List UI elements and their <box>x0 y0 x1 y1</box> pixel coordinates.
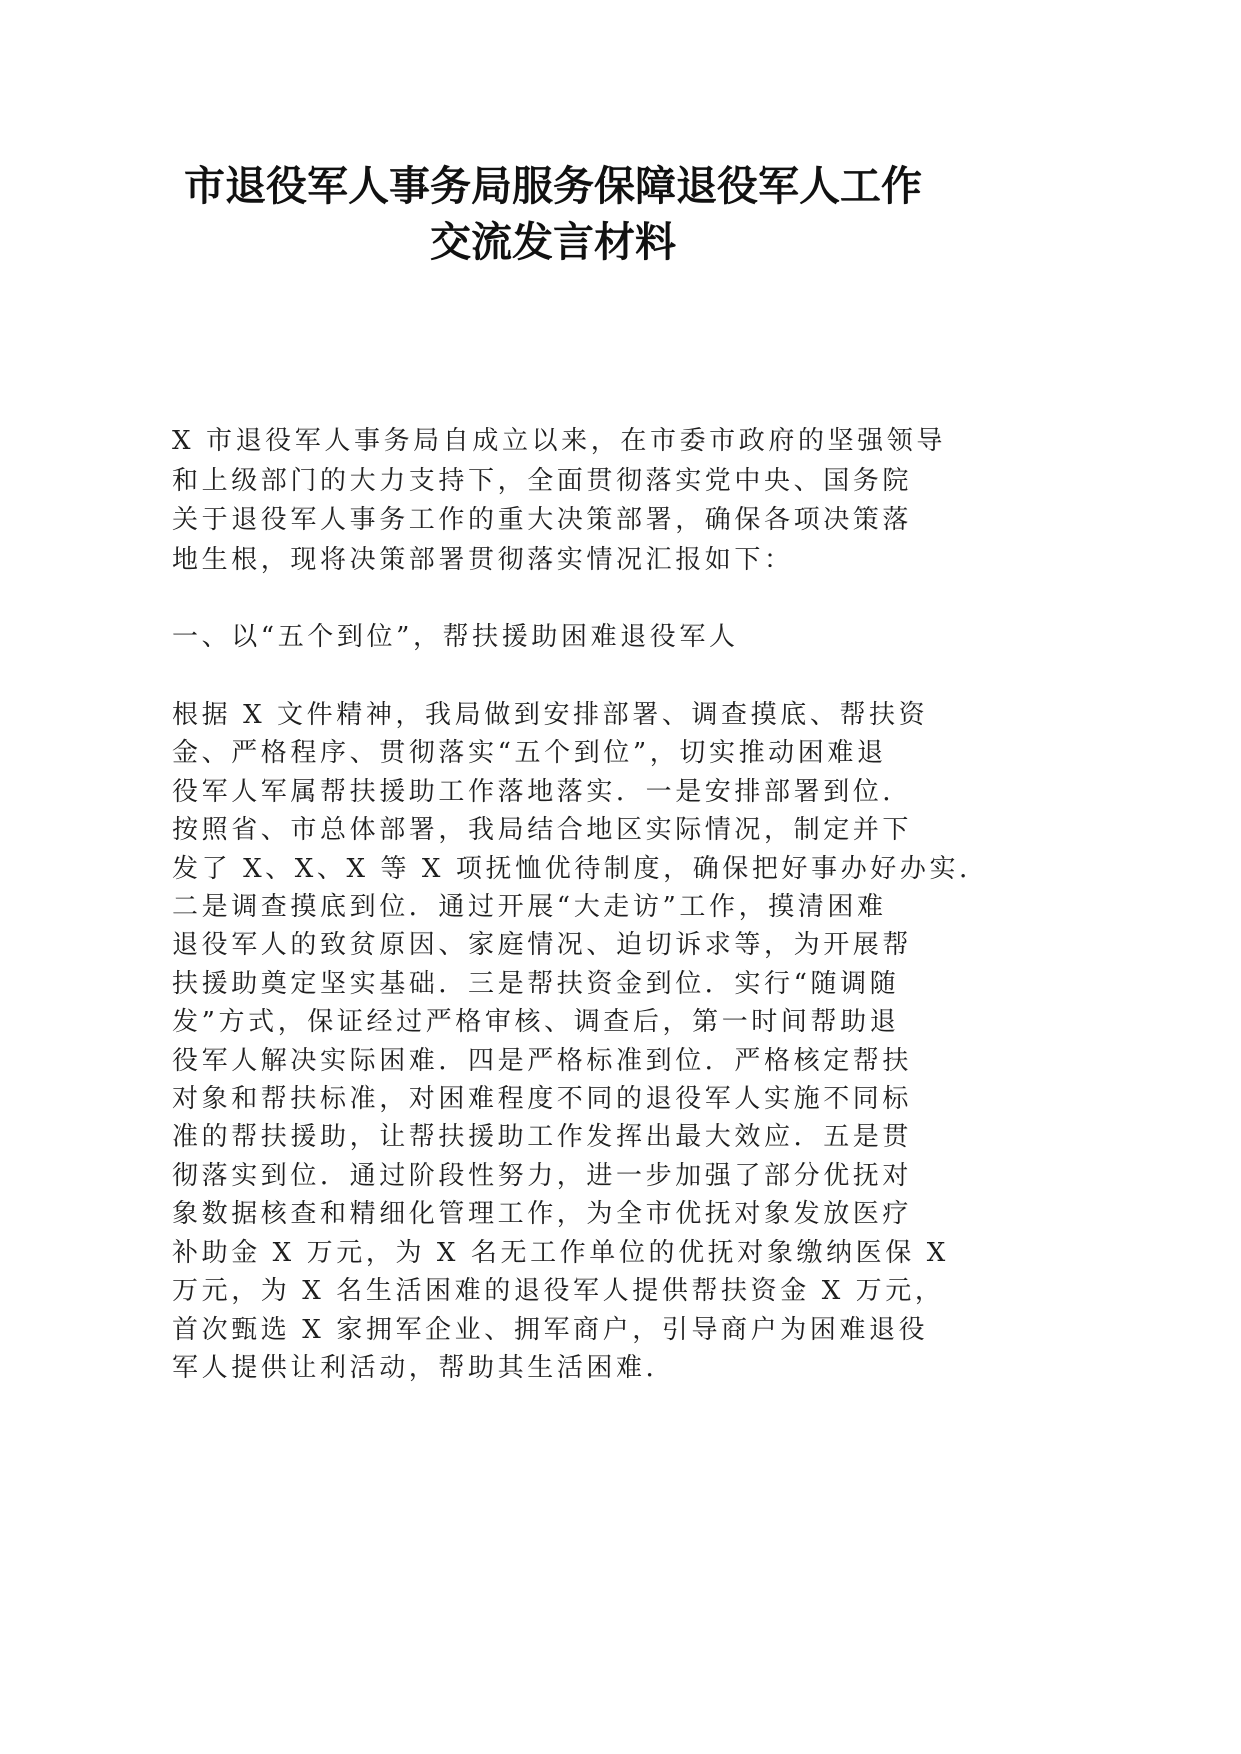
section-paragraph <box>172 696 1072 1387</box>
body-line: 发了 X、X、X 等 X 项抚恤优待制度，确保把好事办好办实． <box>172 853 989 884</box>
document-title <box>172 158 934 270</box>
body-line: 金、严格程序、贯彻落实“五个到位”，切实推动困难退 <box>172 738 887 769</box>
body-line: 役军人解决实际困难．四是严格标准到位．严格核定帮扶 <box>172 1045 913 1076</box>
body-line: 补助金 X 万元，为 X 名无工作单位的优抚对象缴纳医保 X <box>172 1237 949 1268</box>
body-line: 和上级部门的大力支持下，全面贯彻落实党中央、国务院 <box>172 465 913 496</box>
body-line: 准的帮扶援助，让帮扶援助工作发挥出最大效应．五是贯 <box>172 1122 913 1153</box>
title-line: 市退役军人事务局服务保障退役军人工作 <box>184 162 922 210</box>
body-line: 二是调查摸底到位．通过开展“大走访”工作，摸清困难 <box>172 892 887 923</box>
body-line: 彻落实到位．通过阶段性努力，进一步加强了部分优抚对 <box>172 1160 913 1191</box>
body-line: 扶援助奠定坚实基础．三是帮扶资金到位．实行“随调随 <box>172 968 900 999</box>
body-line: 役军人军属帮扶援助工作落地落实．一是安排部署到位． <box>172 776 913 807</box>
section-heading-block <box>172 618 1072 657</box>
body-line: 万元，为 X 名生活困难的退役军人提供帮扶资金 X 万元， <box>172 1276 945 1307</box>
body-line: 军人提供让利活动，帮助其生活困难． <box>172 1352 676 1383</box>
intro-paragraph <box>172 422 1072 580</box>
body-line: 退役军人的致贫原因、家庭情况、迫切诉求等，为开展帮 <box>172 930 913 961</box>
body-line: 对象和帮扶标准，对困难程度不同的退役军人实施不同标 <box>172 1084 913 1115</box>
body-line: X 市退役军人事务局自成立以来，在市委市政府的坚强领导 <box>172 426 946 456</box>
body-line: 按照省、市总体部署，我局结合地区实际情况，制定并下 <box>172 815 913 846</box>
body-line: 地生根，现将决策部署贯彻落实情况汇报如下： <box>172 544 794 575</box>
title-line: 交流发言材料 <box>430 218 676 266</box>
body-line: 首次甄选 X 家拥军企业、拥军商户，引导商户为困难退役 <box>172 1314 929 1345</box>
body-line: 根据 X 文件精神，我局做到安排部署、调查摸底、帮扶资 <box>172 700 929 730</box>
section-heading: 一、以“五个到位”，帮扶援助困难退役军人 <box>172 622 739 652</box>
body-line: 发”方式，保证经过严格审核、调查后，第一时间帮助退 <box>172 1007 900 1038</box>
body-line: 关于退役军人事务工作的重大决策部署，确保各项决策落 <box>172 505 913 535</box>
body-line: 象数据核查和精细化管理工作，为全市优抚对象发放医疗 <box>172 1199 913 1230</box>
